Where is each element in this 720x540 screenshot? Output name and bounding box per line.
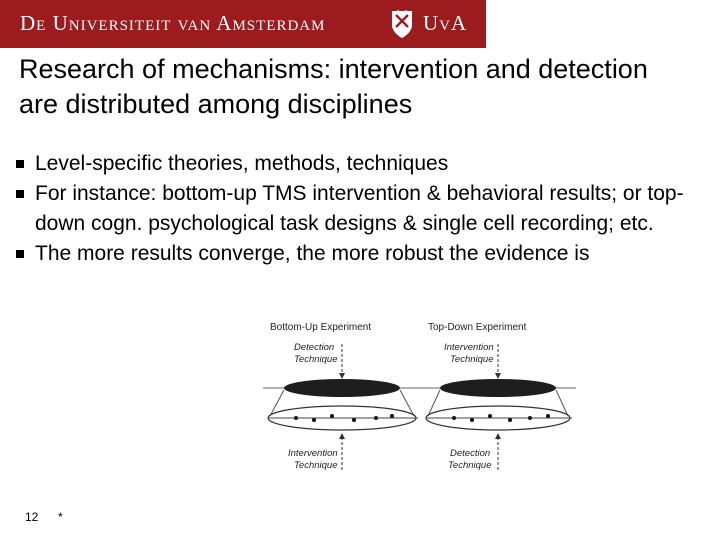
slide-title: Research of mechanisms: intervention and detection are distributed among disciplines [19,54,648,119]
bottom-up-top-label-2: Technique [294,354,338,365]
top-down-heading: Top-Down Experiment [428,322,527,333]
top-down-top-label-2: Technique [450,354,494,365]
bullet-square-icon [16,160,24,168]
bullet-item [16,179,696,239]
bullet-item [16,149,696,179]
bullet-text: Level-specific theories, methods, techniques [35,152,449,175]
upper-level-ellipse [284,379,400,397]
bullet-text: The more results converge, the more robust the evidence is [35,242,590,265]
university-short-name: UvA [423,11,468,35]
page-number: 12 [25,510,39,524]
top-down-top-label-1: Intervention [444,342,494,353]
bottom-up-panel [263,322,423,471]
bottom-up-bottom-label-2: Technique [294,460,338,471]
upper-level-ellipse [440,379,556,397]
top-down-bottom-label-1: Detection [450,448,491,459]
uva-crest-icon [390,9,414,39]
bottom-up-heading: Bottom-Up Experiment [270,322,372,333]
bottom-up-top-label-1: Detection [294,342,335,353]
bullet-square-icon [16,250,24,258]
top-down-panel [423,322,576,471]
bottom-up-bottom-label-1: Intervention [288,448,338,459]
footer-marker: * [58,510,63,524]
university-banner [0,0,486,48]
university-name: De Universiteit van Amsterdam [20,11,326,35]
bullet-text: For instance: bottom-up TMS intervention & behavioral results; or top-down cogn. psychological task designs & single cell recording; etc. [35,182,684,235]
experiment-diagram-svg [258,300,588,500]
experiment-diagram [258,300,588,500]
top-down-bottom-label-2: Technique [448,460,492,471]
bullet-item [16,239,696,269]
bullet-list [16,149,696,269]
bullet-square-icon [16,190,24,198]
